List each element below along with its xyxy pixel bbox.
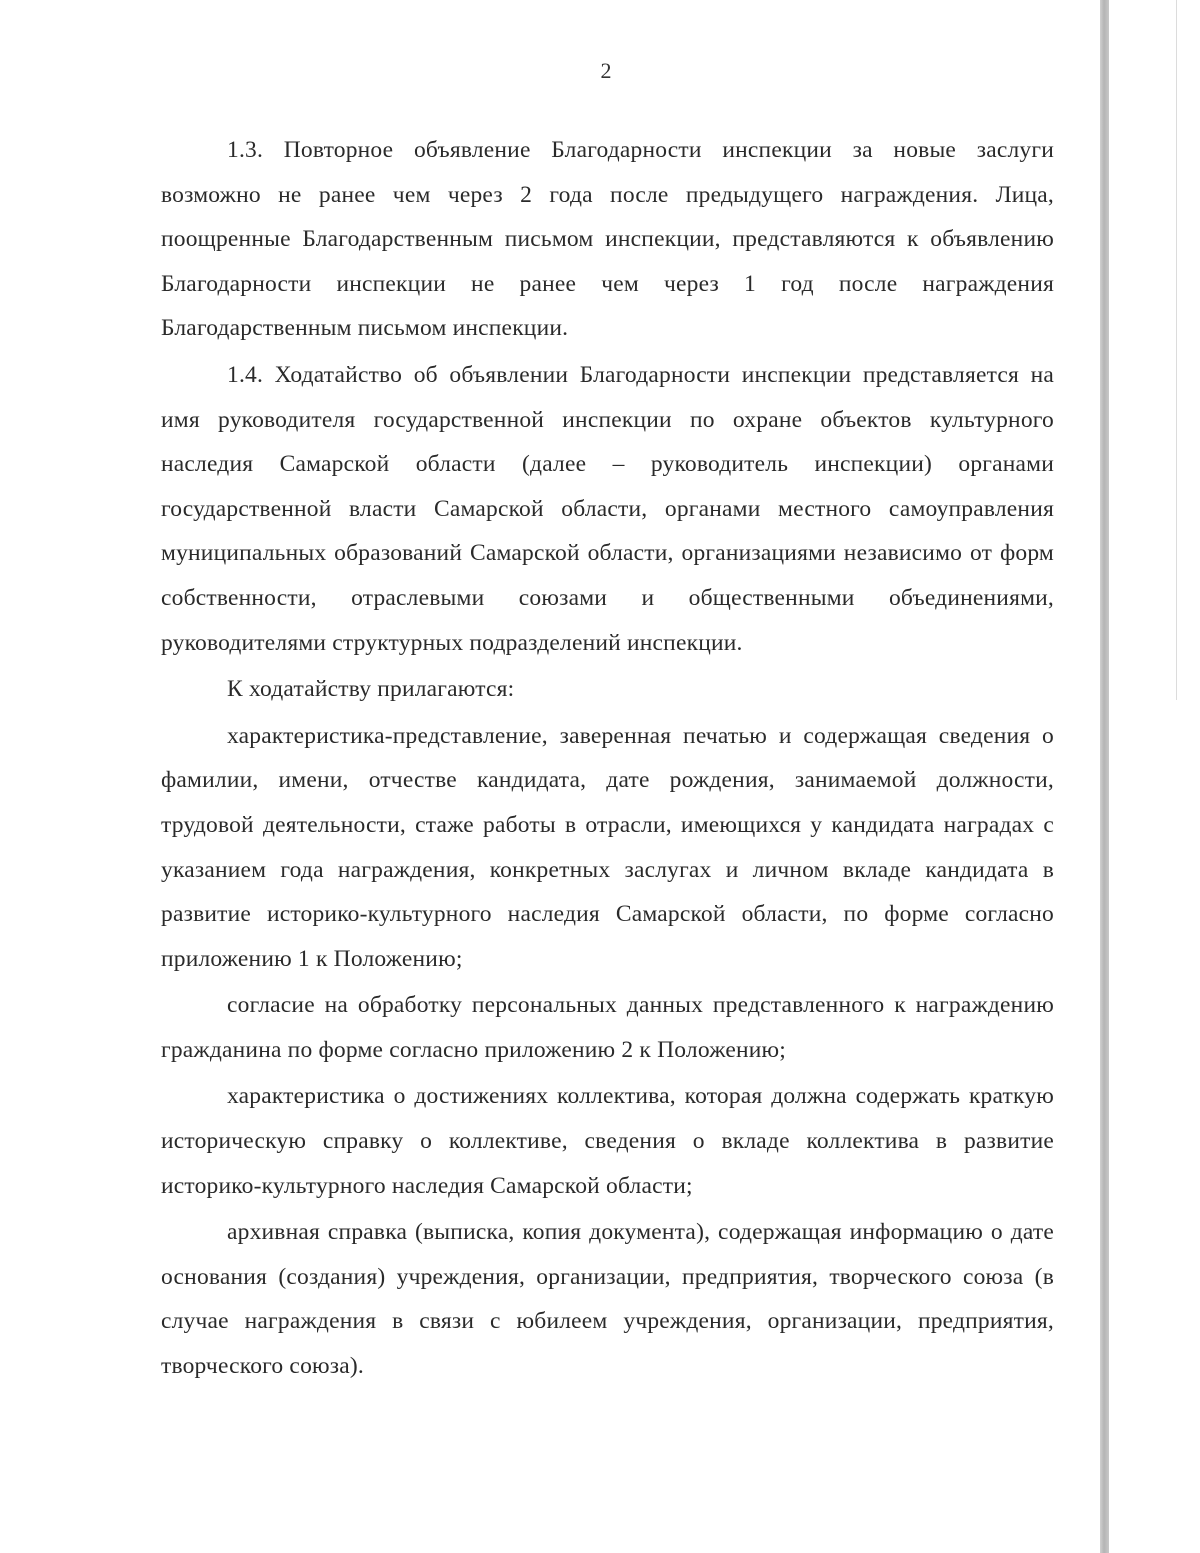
- paragraph-attachments-intro: К ходатайству прилагаются:: [227, 676, 515, 703]
- page-number: 2: [600, 58, 612, 83]
- paragraph-collective-characteristic: характеристика о достижениях коллектива, которая должна содержать краткую историческую справку о коллективе, сведения о вкладе коллектива в развитие историко-культурного наследия Самарской области;: [161, 1083, 1054, 1199]
- document-body: [161, 128, 1054, 1389]
- paragraph-1-3: 1.3. Повторное объявление Благодарности инспекции за новые заслуги возможно не ранее чем через 2 года после предыдущего награждения. Лица, поощренные Благодарственным письмом инспекции, представляются к объявлению Благодарности инспекции не ранее чем через 1 год после награждения Благодарственным письмом инспекции.: [161, 137, 1054, 342]
- paragraph-archive-certificate: архивная справка (выписка, копия документа), содержащая информацию о дате основания (создания) учреждения, организации, предприятия, творческого союза (в случае награждения в связи с юбилеем учреждения, организации, предприятия, творческого союза).: [161, 1219, 1054, 1380]
- scan-edge-line: [1100, 0, 1109, 1553]
- paragraph-personal-data-consent: согласие на обработку персональных данных представленного к награждению гражданина по форме согласно приложению 2 к Положению;: [161, 992, 1054, 1063]
- paragraph-characteristic-representation: характеристика-представление, заверенная печатью и содержащая сведения о фамилии, имени, отчестве кандидата, дате рождения, занимаемой должности, трудовой деятельности, стаже работы в отрасли, имеющихся у кандидата наградах с указанием года награждения, конкретных заслугах и личном вкладе кандидата в развитие историко-культурного наследия Самарской области, по форме согласно приложению 1 к Положению;: [161, 722, 1054, 972]
- scan-edge-thin-line: [1176, 0, 1177, 700]
- paragraph-1-4: 1.4. Ходатайство об объявлении Благодарности инспекции представляется на имя руководителя государственной инспекции по охране объектов культурного наследия Самарской области (далее – руководитель инспекции) органами государственной власти Самарской области, органами местного самоуправления муниципальных образований Самарской области, организациями независимо от форм собственности, отраслевыми союзами и общественными объединениями, руководителями структурных подразделений инспекции.: [161, 361, 1054, 656]
